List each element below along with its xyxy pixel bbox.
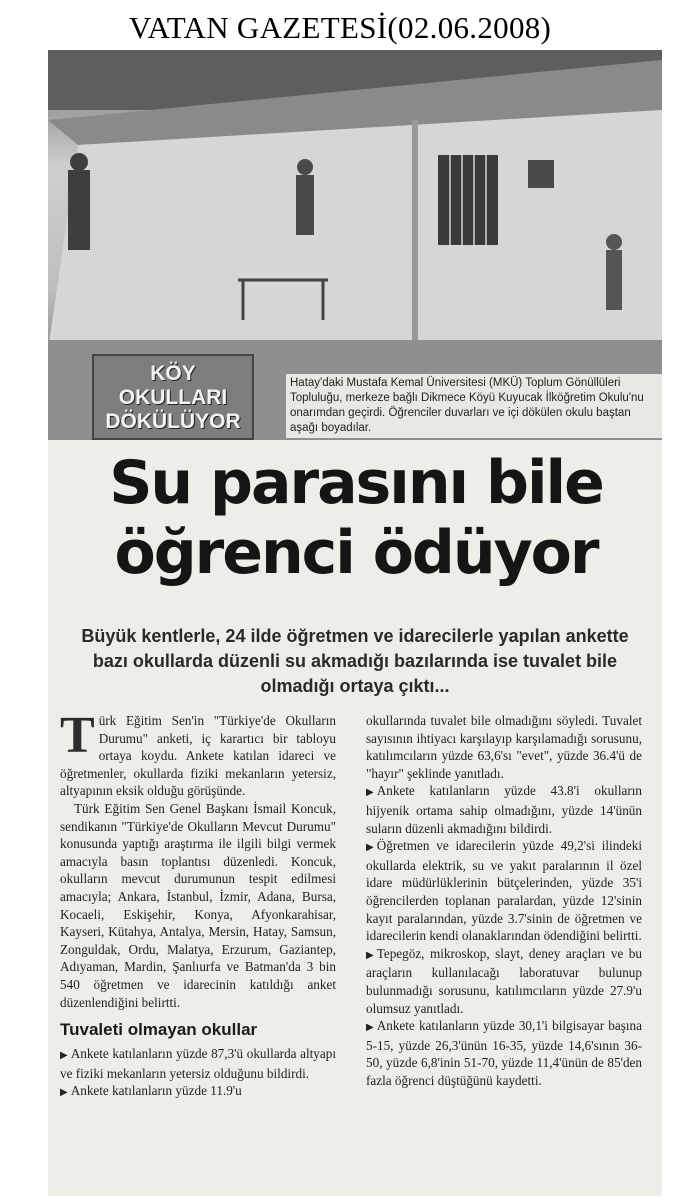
badge-line: OKULLARI: [118, 386, 228, 409]
article-column-1: [60, 707, 336, 1102]
headline: [56, 448, 656, 588]
school-photo: [48, 50, 662, 440]
article-paragraph: [60, 1082, 336, 1102]
bullet-triangle-icon: ▶: [366, 949, 374, 961]
newspaper-clipping: [48, 50, 662, 1196]
article-paragraph: [366, 1017, 642, 1089]
worker-figure: [296, 175, 314, 235]
article-paragraph: okullarında tuvalet bile olmadığını söyledi. Tuvalet sayısının ihtiyacı karşılayıp karşılamadığı sorusunu, katılımcıların yüzde 63,6'sı "evet", yüzde 36.4'ü de "hayır" şeklinde yanıtladı.: [366, 713, 642, 781]
subheadline: Büyük kentlerle, 24 ilde öğretmen ve idarecilerle yapılan ankette bazı okullarda düzenli su akmadığı bazılarında ise tuvalet bile olmadığı ortaya çıktı...: [81, 626, 629, 696]
paragraph-text: Ankete katılanların yüzde 30,1'i bilgisayar başına 5-15, yüzde 26,3'ünün 16-35, yüzde 14,6'sının 36-50, yüzde 6,8'inin 51-70, yüzde 11,4'ünün de 85'den fazla öğrenci düştüğünü kaydetti.: [366, 1018, 642, 1088]
paragraph-text: Ankete katılanların yüzde 11.9'u: [70, 1083, 242, 1099]
school-wall: [48, 110, 662, 350]
barred-window: [438, 155, 498, 245]
article-paragraph: [366, 837, 642, 945]
worker-figure: [68, 170, 90, 250]
badge-line: KÖY: [150, 362, 196, 385]
paragraph-text: Tepegöz, mikroskop, slayt, deney araçları ve bu araçların kullanılacağı laboratuvar bulunup bulunmadığı sorusunu, katılımcıların yüzde 27.9'u olumsuz yanıtladı.: [366, 945, 642, 1016]
bullet-triangle-icon: ▶: [366, 1022, 374, 1034]
drop-cap: T: [60, 707, 95, 764]
bullet-triangle-icon: ▶: [60, 1050, 68, 1062]
bullet-triangle-icon: ▶: [366, 787, 374, 799]
source-title: VATAN GAZETESİ(02.06.2008): [128, 10, 552, 45]
headline-line: Su parasını bile: [109, 448, 603, 518]
headline-line: öğrenci ödüyor: [114, 518, 598, 588]
photo-badge: [92, 354, 254, 440]
drainpipe: [412, 120, 418, 350]
photo-caption: Hatay'daki Mustafa Kemal Üniversitesi (MKÜ) Toplum Gönüllüleri Topluluğu, merkeze bağlı Dikmece Köyü Kuyucak İlköğretim Okulu'nu onarımdan geçirdi. Öğrenciler duvarları ve içi dökülen okulu baştan aşağı boyadılar.: [286, 374, 662, 438]
article-paragraph: [366, 782, 642, 837]
article-paragraph: Türk Eğitim Sen Genel Başkanı İsmail Koncuk, sendikanın "Türkiye'de Okulların Mevcut Durumu" konusunda yaptığı araştırma ile ilgili bilgi vermek amacıyla basın toplantısı düzenledi. Koncuk, okulların mevcut durumunun tespit edilmesi amacıyla; Ankara, İstanbul, İzmir, Adana, Bursa, Kocaeli, Eskişehir, Konya, Afyonkarahisar, Kayseri, Kütahya, Antalya, Mersin, Hatay, Samsun, Zonguldak, Ordu, Malatya, Erzurum, Gaziantep, Adıyaman, Mardin, Şanlıurfa ve Batman'da 3 bin 540 öğretmen ve idarecinin katıldığı anket düzenlendiğini belirtti.: [60, 800, 336, 1010]
small-window: [528, 160, 554, 188]
child-figure: [606, 250, 622, 310]
article-column-2: [366, 712, 642, 1089]
paragraph-text: Öğretmen ve idarecilerin yüzde 49,2'si ilindeki okullarda elektrik, su ve yakıt paralarının il özel idare müdürlüklerinin bütçelerinden, yüzde 35'i öğrencilerden toplanan paralardan, yüzde 12'sinin kayıt paralarından, yüzde 3.7'sinin de öğretmen ve idarecilerin kendi olanaklarından ödendiğini belirtti.: [366, 838, 642, 944]
bullet-triangle-icon: ▶: [366, 842, 374, 854]
paragraph-text: ürk Eğitim Sen'in "Türkiye'de Okulların Durumu" anketi, iç karartıcı bir tabloyu ortaya koydu. Ankete katılan idareci ve öğretmenler, okullarda fiziki mekanların yetersiz, altyapının eksik olduğu görüşünde.: [60, 713, 336, 799]
paragraph-text: Ankete katılanların yüzde 43.8'i okulların hijyenik ortama sahip olmadığını, yüzde 14'ünün suların düzenli akmadığını bildirdi.: [366, 783, 642, 836]
article-paragraph: [366, 945, 642, 1017]
bullet-triangle-icon: ▶: [60, 1087, 68, 1099]
paragraph-text: Ankete katılanların yüzde 87,3'ü okullarda altyapı ve fiziki mekanların yetersiz olduğunu bildirdi.: [60, 1046, 336, 1081]
article-paragraph: [60, 707, 336, 800]
section-heading: Tuvaleti olmayan okullar: [60, 1020, 258, 1040]
article-paragraph: [60, 1045, 336, 1082]
badge-line: DÖKÜLÜYOR: [105, 410, 241, 433]
